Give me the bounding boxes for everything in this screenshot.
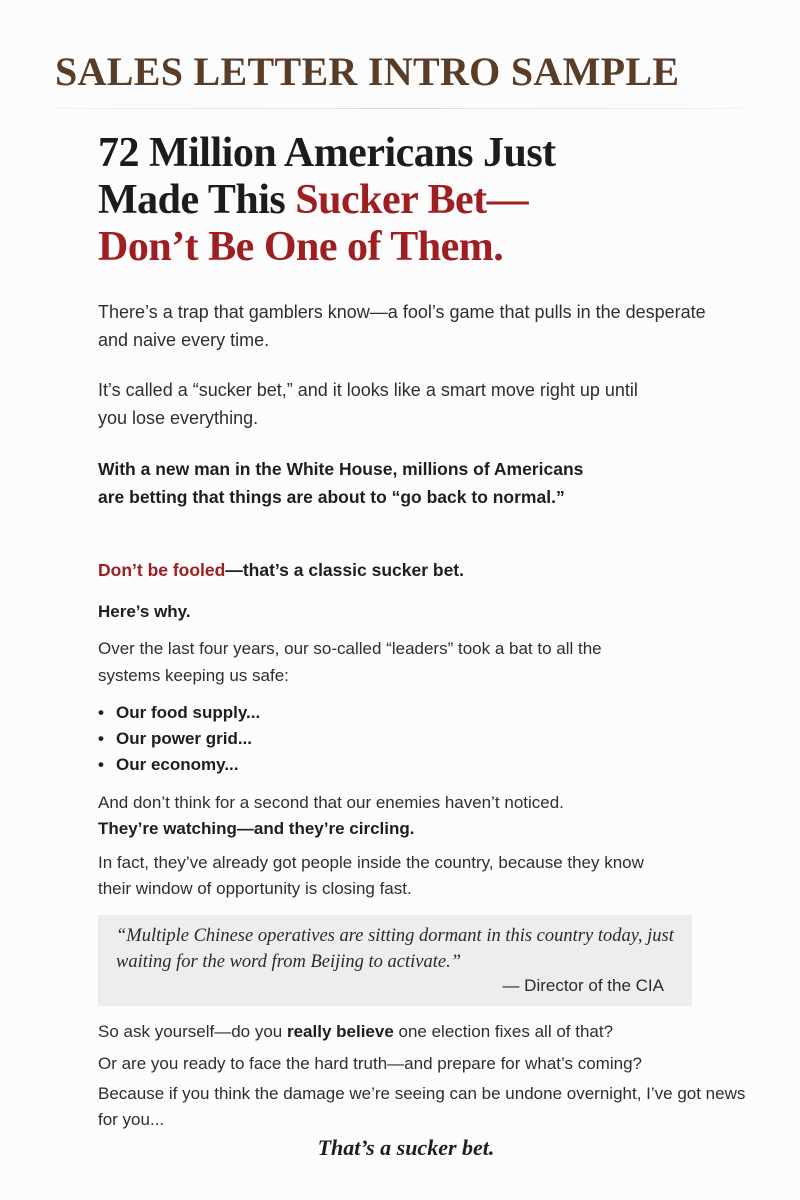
paragraph-ask-yourself: [98, 1019, 778, 1045]
paragraph-hard-truth: Or are you ready to face the hard truth—and prepare for what’s coming?: [98, 1054, 642, 1073]
closing-line: That’s a sucker bet.: [317, 1135, 495, 1160]
page-title: SALES LETTER INTRO SAMPLE: [55, 49, 680, 94]
title-divider: [55, 108, 745, 109]
paragraph-four-years: Over the last four years, our so-called “leaders” took a bat to all the systems keeping us safe:: [98, 639, 602, 685]
headline-line-1: 72 Million Americans Just: [98, 130, 556, 176]
list-item: • Our economy...: [98, 752, 260, 778]
paragraph-sucker-bet-definition: It’s called a “sucker bet,” and it looks like a smart move right up until you lose everything.: [98, 380, 638, 428]
paragraph-white-house: With a new man in the White House, millions of Americans are betting that things are about to “go back to normal.”: [98, 459, 584, 507]
paragraph-heres-why: Here’s why.: [98, 602, 191, 621]
list-item: • Our food supply...: [98, 700, 260, 726]
quote-attribution: — Director of the CIA: [502, 976, 664, 995]
ask-yourself-before: So ask yourself—do you: [98, 1022, 287, 1041]
headline: [98, 130, 738, 271]
dont-be-fooled-rest: —that’s a classic sucker bet.: [225, 560, 464, 580]
list-item: • Our power grid...: [98, 726, 260, 752]
paragraph-trap: There’s a trap that gamblers know—a fool’s game that pulls in the desperate and naive every time.: [98, 302, 706, 350]
ask-yourself-bold: really believe: [286, 1022, 394, 1041]
headline-line-2-accent: Sucker Bet—: [295, 177, 529, 223]
systems-list: [98, 700, 260, 778]
quote-text: “Multiple Chinese operatives are sitting dormant in this country today, just waiting for the word from Beijing to activate.”: [116, 926, 674, 972]
dont-be-fooled-accent: Don’t be fooled: [98, 560, 226, 580]
headline-line-3-accent: Don’t Be One of Them.: [98, 224, 504, 270]
quote-box: [98, 915, 692, 1006]
paragraph-dont-be-fooled: [98, 556, 738, 584]
paragraph-news-for-you: Because if you think the damage we’re seeing can be undone overnight, I’ve got news for you...: [98, 1084, 746, 1129]
paragraph-enemies-noticed: And don’t think for a second that our enemies haven’t noticed.: [98, 793, 564, 812]
paragraph-window-of-opportunity: In fact, they’ve already got people inside the country, because they know their window of opportunity is closing fast.: [98, 853, 644, 898]
headline-line-2-plain: Made This: [98, 177, 296, 223]
paragraph-watching-circling: They’re watching—and they’re circling.: [98, 819, 415, 838]
ask-yourself-after: one election fixes all of that?: [393, 1022, 614, 1041]
